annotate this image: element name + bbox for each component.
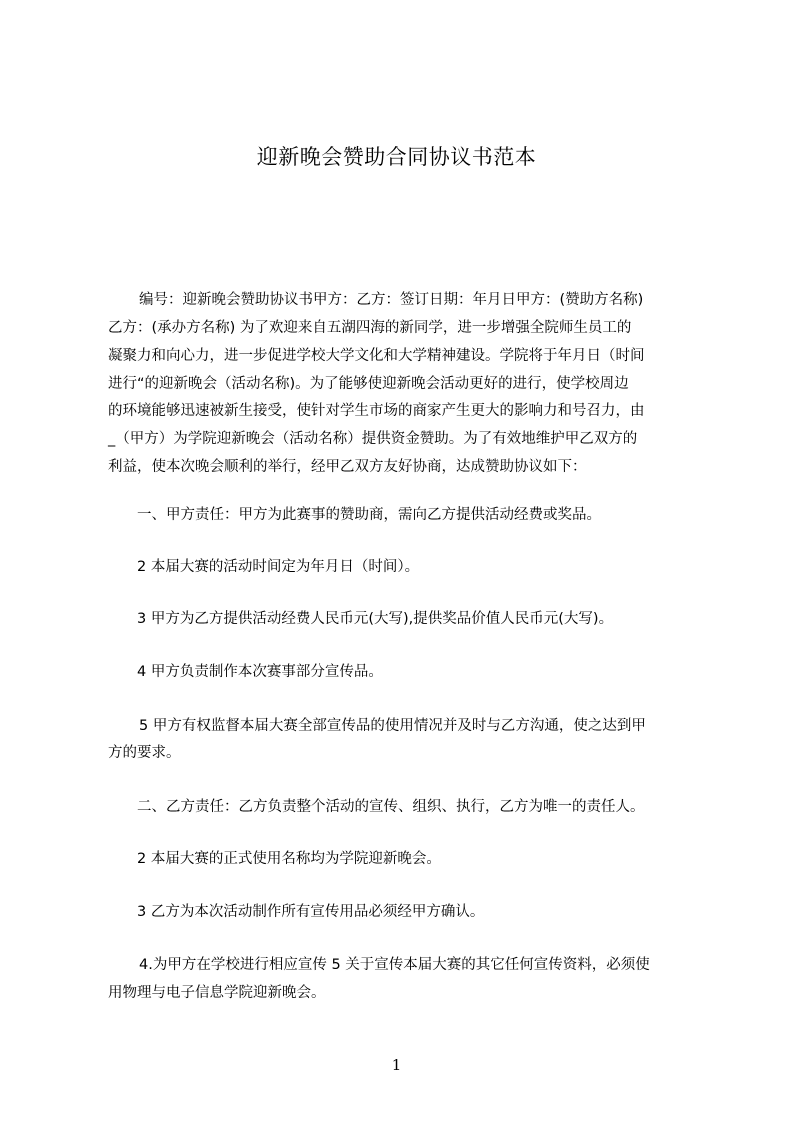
intro-line: 的环境能够迅速被新生接受，使针对学生市场的商家产生更大的影响力和号召力，由 bbox=[108, 403, 645, 419]
party-a-item: 4 甲方负责制作本次赛事部分宣传品。 bbox=[137, 664, 383, 680]
intro-line: 进行“的迎新晚会（活动名称)。为了能够使迎新晚会活动更好的进行，使学校周边 bbox=[108, 376, 629, 392]
party-b-item: 4.为甲方在学校进行相应宣传 5 关于宣传本届大赛的其它任何宣传资料，必须使 bbox=[139, 957, 650, 973]
party-a-heading: 一、甲方责任：甲方为此赛事的赞助商，需向乙方提供活动经费或奖品。 bbox=[137, 507, 601, 523]
intro-line: 编号：迎新晚会赞助协议书甲方：乙方：签订日期：年月日甲方：(赞助方名称) bbox=[139, 292, 644, 308]
party-a-item-continued: 方的要求。 bbox=[108, 745, 181, 761]
intro-line: 凝聚力和向心力，进一步促进学校大学文化和大学精神建设。学院将于年月日（时间 bbox=[108, 348, 645, 364]
document-title: 迎新晚会赞助合同协议书范本 bbox=[256, 145, 537, 169]
intro-line: 利益，使本次晚会顺利的举行，经甲乙双方友好协商，达成赞助协议如下： bbox=[108, 459, 587, 475]
intro-line: 乙方：(承办方名称) 为了欢迎来自五湖四海的新同学，进一步增强全院师生员工的 bbox=[108, 320, 632, 336]
party-a-item: 5 甲方有权监督本届大赛全部宣传品的使用情况并及时与乙方沟通，使之达到甲 bbox=[139, 718, 646, 734]
party-b-item: 2 本届大赛的正式使用名称均为学院迎新晚会。 bbox=[137, 851, 441, 867]
party-b-heading: 二、乙方责任：乙方负责整个活动的宣传、组织、执行，乙方为唯一的责任人。 bbox=[137, 799, 645, 815]
intro-line: _（甲方）为学院迎新晚会（活动名称）提供资金赞助。为了有效地维护甲乙双方的 bbox=[108, 431, 638, 447]
party-b-item-continued: 用物理与电子信息学院迎新晚会。 bbox=[108, 985, 326, 1001]
page-number: 1 bbox=[391, 1056, 402, 1074]
party-a-item: 3 甲方为乙方提供活动经费人民币元(大写),提供奖品价值人民币元(大写)。 bbox=[137, 611, 614, 627]
party-a-item: 2 本届大赛的活动时间定为年月日（时间）。 bbox=[137, 559, 420, 575]
party-b-item: 3 乙方为本次活动制作所有宣传用品必须经甲方确认。 bbox=[137, 904, 485, 920]
